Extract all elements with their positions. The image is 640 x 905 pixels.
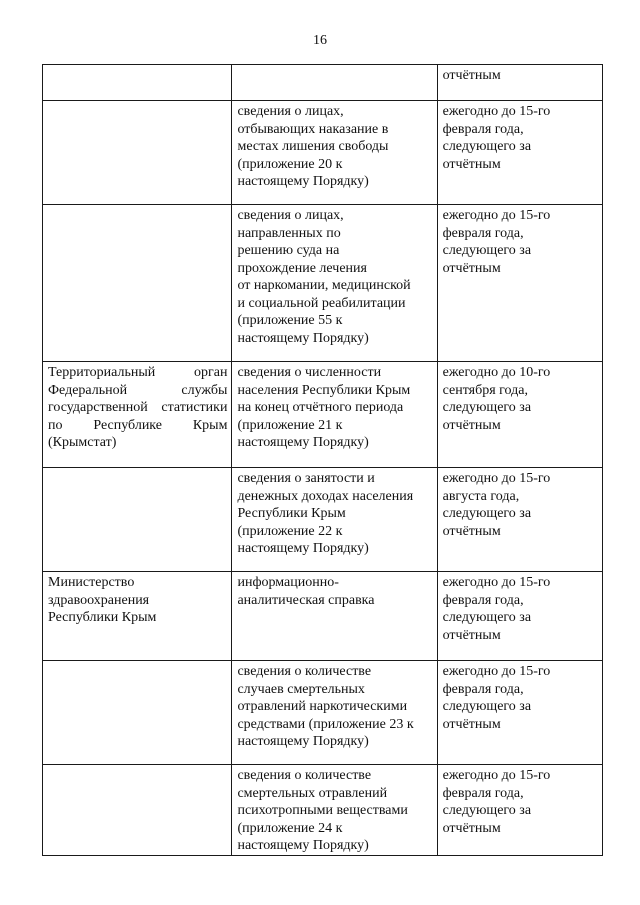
document-cell bbox=[232, 65, 437, 101]
deadline-cell: ежегодно до 15-го февраля года, следующего за отчётным bbox=[437, 572, 602, 661]
document-cell: информационно- аналитическая справка bbox=[232, 572, 437, 661]
document-cell: сведения о лицах, отбывающих наказание в местах лишения свободы (приложение 20 к настоящему Порядку) bbox=[232, 101, 437, 205]
deadline-cell: ежегодно до 15-го февраля года, следующего за отчётным bbox=[437, 101, 602, 205]
reporting-table bbox=[42, 64, 603, 856]
document-cell: сведения о лицах, направленных по решению суда на прохождение лечения от наркомании, медицинской и социальной реабилитации (приложение 55 к настоящему Порядку) bbox=[232, 205, 437, 362]
org-cell bbox=[43, 765, 232, 856]
document-cell: сведения о количестве случаев смертельных отравлений наркотическими средствами (приложение 23 к настоящему Порядку) bbox=[232, 661, 437, 765]
table-row bbox=[43, 572, 603, 661]
org-cell bbox=[43, 468, 232, 572]
org-cell: Территориальный орган Федеральной службы государственной статистики по Республике Крым (Крымстат) bbox=[43, 362, 232, 468]
org-cell bbox=[43, 101, 232, 205]
deadline-cell: ежегодно до 15-го февраля года, следующего за отчётным bbox=[437, 661, 602, 765]
document-cell: сведения о количестве смертельных отравлений психотропными веществами (приложение 24 к настоящему Порядку) bbox=[232, 765, 437, 856]
table-row bbox=[43, 661, 603, 765]
document-cell: сведения о численности населения Республики Крым на конец отчётного периода (приложение 21 к настоящему Порядку) bbox=[232, 362, 437, 468]
deadline-cell: ежегодно до 15-го февраля года, следующего за отчётным bbox=[437, 765, 602, 856]
deadline-cell: ежегодно до 10-го сентября года, следующего за отчётным bbox=[437, 362, 602, 468]
org-cell bbox=[43, 205, 232, 362]
page-number: 16 bbox=[313, 33, 327, 48]
deadline-cell: отчётным bbox=[437, 65, 602, 101]
deadline-cell: ежегодно до 15-го февраля года, следующего за отчётным bbox=[437, 205, 602, 362]
table-row bbox=[43, 101, 603, 205]
document-cell: сведения о занятости и денежных доходах населения Республики Крым (приложение 22 к настоящему Порядку) bbox=[232, 468, 437, 572]
deadline-cell: ежегодно до 15-го августа года, следующего за отчётным bbox=[437, 468, 602, 572]
table-row bbox=[43, 362, 603, 468]
table-row bbox=[43, 205, 603, 362]
table-row bbox=[43, 468, 603, 572]
table-row bbox=[43, 65, 603, 101]
org-cell: Министерство здравоохранения Республики Крым bbox=[43, 572, 232, 661]
org-cell bbox=[43, 661, 232, 765]
table-row bbox=[43, 765, 603, 856]
org-cell bbox=[43, 65, 232, 101]
